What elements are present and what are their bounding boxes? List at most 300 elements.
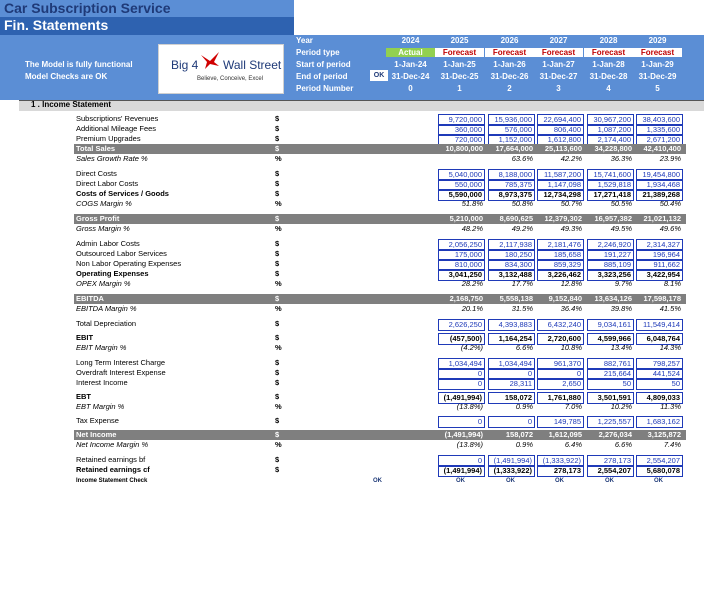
header-type-cell: Forecast [435,48,484,57]
value-cell[interactable]: 0 [488,416,535,428]
check-ok-cell: OK [654,478,663,484]
value-cell[interactable]: (1,333,922) [537,455,584,467]
table-row [0,294,709,304]
value-cell[interactable]: 175,000 [438,249,485,261]
table-row [0,358,709,368]
header-number-cell: 3 [556,84,561,93]
value-cell: 14.3% [659,343,681,352]
value-cell: 1,761,880 [537,392,584,404]
value-cell[interactable]: 2,246,920 [587,239,634,251]
row-label: Non Labor Operating Expenses [76,259,182,268]
value-cell[interactable]: 0 [488,368,535,380]
row-unit: % [275,402,282,411]
row-unit: $ [275,169,280,178]
header-end-cell: 31-Dec-27 [539,72,578,81]
value-cell: (1,333,922) [488,465,535,477]
value-cell[interactable]: 185,658 [537,249,584,261]
row-unit: $ [275,430,280,439]
row-label: Tax Expense [76,416,119,425]
table-row [0,249,709,259]
header-type-cell: Forecast [485,48,534,57]
app-subtitle: Fin. Statements [0,17,294,35]
value-cell: 39.8% [610,304,632,313]
value-cell[interactable]: 720,000 [438,134,485,146]
value-cell: 0.9% [515,402,533,411]
value-cell[interactable]: 882,761 [587,358,634,370]
value-cell[interactable]: (1,491,994) [488,455,535,467]
value-cell: 4,599,966 [587,333,634,345]
value-cell[interactable]: 2,117,938 [488,239,535,251]
value-cell[interactable]: 859,329 [537,259,584,271]
value-cell[interactable]: 4,393,883 [488,319,535,331]
value-cell[interactable]: 2,181,476 [537,239,584,251]
value-cell[interactable]: 1,147,098 [537,179,584,191]
value-cell[interactable]: 2,174,400 [587,134,634,146]
header-start-cell: 1-Jan-28 [592,60,625,69]
value-cell: (1,491,994) [438,392,485,404]
value-cell: 21,021,132 [643,214,681,223]
value-cell: 49.6% [659,224,681,233]
value-cell[interactable]: 2,650 [537,378,584,390]
table-row [0,392,709,402]
value-cell[interactable]: 6,432,240 [537,319,584,331]
value-cell[interactable]: 1,152,000 [488,134,535,146]
table-row [0,124,709,134]
section-header [19,100,704,111]
row-unit: $ [275,259,280,268]
header-year-cell: 2027 [549,36,568,45]
value-cell: 2,554,207 [587,465,634,477]
header-type-cell: Actual [386,48,435,57]
value-cell[interactable]: 1,335,600 [636,124,683,136]
value-cell[interactable]: 11,587,200 [537,169,584,181]
row-unit: % [275,279,282,288]
value-cell: 49.5% [610,224,632,233]
value-cell: 3,422,954 [636,269,683,281]
value-cell[interactable]: 180,250 [488,249,535,261]
table-row [0,259,709,269]
value-cell: 11.3% [660,402,681,411]
value-cell: (457,500) [438,333,485,345]
row-label: Gross Margin % [76,224,130,233]
value-cell: 63.6% [511,154,533,163]
value-cell: 0.9% [515,440,533,449]
value-cell: 7.4% [663,440,681,449]
value-cell: 2,720,600 [537,333,584,345]
value-cell[interactable]: 22,694,400 [537,114,584,126]
value-cell: 3,132,488 [488,269,535,281]
value-cell: 21,389,268 [636,189,683,201]
table-row [0,279,709,289]
value-cell[interactable]: 50 [587,378,634,390]
value-cell: 3,501,591 [587,392,634,404]
value-cell[interactable]: 196,964 [636,249,683,261]
value-cell: 7.0% [564,402,582,411]
check-row [0,476,709,486]
check-label: Income Statement Check [76,478,148,484]
value-cell: 31.5% [511,304,533,313]
header-start-cell: 1-Jan-24 [394,60,427,69]
row-unit: $ [275,134,280,143]
value-cell[interactable]: 11,549,414 [636,319,683,331]
table-row [0,343,709,353]
value-cell: 2,276,034 [598,430,632,439]
table-row [0,333,709,343]
value-cell[interactable]: 0 [438,416,485,428]
row-label: EBITDA Margin % [76,304,137,313]
value-cell[interactable]: 19,454,800 [636,169,683,181]
value-cell: 12,379,302 [544,214,582,223]
value-cell[interactable]: 5,040,000 [438,169,485,181]
row-unit: $ [275,358,280,367]
table-row [0,179,709,189]
value-cell[interactable]: 215,664 [587,368,634,380]
logo-text-left: Big 4 [171,58,199,72]
logo [158,44,284,94]
value-cell: 50.8% [511,199,533,208]
table-row [0,134,709,144]
check-ok-cell: OK [555,478,564,484]
value-cell[interactable]: 550,000 [438,179,485,191]
value-cell: 17,271,418 [587,189,634,201]
value-cell[interactable]: 2,554,207 [636,455,683,467]
row-label: OPEX Margin % [76,279,131,288]
value-cell: 34,228,800 [594,144,632,153]
value-cell: 17.7% [511,279,533,288]
row-unit: % [275,304,282,313]
value-cell[interactable]: 15,936,000 [488,114,535,126]
value-cell[interactable]: 0 [438,378,485,390]
row-label: Total Depreciation [76,319,137,328]
row-label: EBIT Margin % [76,343,127,352]
header-label: End of period [296,72,348,81]
value-cell[interactable]: 149,785 [537,416,584,428]
row-label: Subscriptions' Revenues [76,114,159,123]
value-cell[interactable]: 9,034,161 [587,319,634,331]
table-row [0,455,709,465]
value-cell[interactable]: 28,311 [488,378,535,390]
value-cell: 17,598,178 [643,294,681,303]
value-cell: 5,680,078 [636,465,683,477]
value-cell[interactable]: 278,173 [587,455,634,467]
value-cell[interactable]: 806,400 [537,124,584,136]
value-cell[interactable]: 38,403,600 [636,114,683,126]
header-start-cell: 1-Jan-29 [641,60,674,69]
row-label: Net Income Margin % [76,440,149,449]
header-end-cell: 31-Dec-24 [391,72,430,81]
value-cell: 10.8% [560,343,582,352]
value-cell: 10.2% [610,402,632,411]
row-unit: $ [275,124,280,133]
value-cell: 9,152,840 [548,294,582,303]
value-cell: 23.9% [659,154,681,163]
value-cell[interactable]: 441,524 [636,368,683,380]
table-row [0,169,709,179]
value-cell: 8.1% [663,279,681,288]
table-row [0,214,709,224]
row-unit: $ [275,416,280,425]
row-label: Costs of Services / Goods [76,189,169,198]
table-row [0,199,709,209]
value-cell[interactable]: 1,034,494 [438,358,485,370]
row-label: Sales Growth Rate % [76,154,148,163]
row-unit: $ [275,269,280,278]
value-cell[interactable]: 0 [438,455,485,467]
row-label: Direct Labor Costs [76,179,139,188]
header-year-cell: 2025 [450,36,469,45]
eagle-icon [199,49,221,71]
value-cell[interactable]: 885,109 [587,259,634,271]
dates-ok-badge: OK [370,70,388,81]
value-cell[interactable]: 8,188,000 [488,169,535,181]
value-cell[interactable]: 30,967,200 [587,114,634,126]
table-row [0,378,709,388]
model-status-line1: The Model is fully functional [25,60,133,69]
header-number-cell: 0 [408,84,413,93]
row-unit: $ [275,189,280,198]
value-cell: 16,957,382 [594,214,632,223]
value-cell[interactable]: 9,720,000 [438,114,485,126]
value-cell: (4.2%) [460,343,483,352]
row-label: Retained earnings cf [76,465,150,474]
section-title: 1 . Income Statement [31,100,112,109]
row-unit: $ [275,378,280,387]
value-cell[interactable]: 1,034,494 [488,358,535,370]
row-label: Net Income [76,430,117,439]
value-cell: 12,734,298 [537,189,584,201]
value-cell[interactable]: 911,662 [636,259,683,271]
row-label: EBT [76,392,91,401]
value-cell: 6.6% [614,440,632,449]
value-cell: 49.3% [560,224,582,233]
value-cell: 13.4% [610,343,632,352]
value-cell: 8,973,375 [488,189,535,201]
row-label: Direct Costs [76,169,117,178]
value-cell[interactable]: 0 [537,368,584,380]
row-label: Admin Labor Costs [76,239,140,248]
row-label: Retained earnings bf [76,455,146,464]
value-cell: 8,690,625 [499,214,533,223]
value-cell[interactable]: 2,626,250 [438,319,485,331]
row-label: Premium Upgrades [76,134,141,143]
table-row [0,114,709,124]
table-row [0,154,709,164]
value-cell: 278,173 [537,465,584,477]
header-label: Year [296,36,313,45]
table-row [0,440,709,450]
value-cell: 36.4% [560,304,582,313]
header-number-cell: 1 [457,84,462,93]
value-cell: 4,809,033 [636,392,683,404]
row-label: Gross Profit [76,214,120,223]
value-cell[interactable]: 2,314,327 [636,239,683,251]
row-unit: $ [275,294,280,303]
header-type-cell: Forecast [534,48,583,57]
value-cell[interactable]: 50 [636,378,683,390]
value-cell[interactable]: 15,741,600 [587,169,634,181]
value-cell[interactable]: 798,257 [636,358,683,370]
value-cell: 3,323,256 [587,269,634,281]
value-cell: (13.8%) [456,440,483,449]
value-cell: 48.2% [461,224,483,233]
value-cell: 17,664,000 [495,144,533,153]
value-cell: 20.1% [461,304,483,313]
header-year-cell: 2028 [599,36,618,45]
table-row [0,189,709,199]
row-label: EBITDA [76,294,104,303]
value-cell[interactable]: 1,612,800 [537,134,584,146]
row-unit: % [275,224,282,233]
row-unit: $ [275,455,280,464]
value-cell: 49.2% [511,224,533,233]
header-year-cell: 2026 [500,36,519,45]
row-label: Interest Income [76,378,128,387]
value-cell: 3,226,462 [537,269,584,281]
value-cell: 1,612,095 [548,430,582,439]
header-number-cell: 2 [507,84,512,93]
header-type-cell: Forecast [584,48,633,57]
value-cell: 158,072 [488,392,535,404]
value-cell[interactable]: 1,934,468 [636,179,683,191]
header-year-cell: 2024 [401,36,420,45]
header-start-cell: 1-Jan-25 [443,60,476,69]
header-start-cell: 1-Jan-26 [493,60,526,69]
header-end-cell: 31-Dec-28 [589,72,628,81]
header-type-cell: Forecast [633,48,682,57]
value-cell: 50.7% [560,199,582,208]
value-cell: 13,634,126 [594,294,632,303]
check-ok-cell: OK [373,478,382,484]
row-label: EBT Margin % [76,402,125,411]
row-label: COGS Margin % [76,199,132,208]
logo-tagline: Believe, Conceive, Excel [197,76,264,82]
row-unit: $ [275,333,280,342]
header-start-cell: 1-Jan-27 [542,60,575,69]
value-cell[interactable]: 785,375 [488,179,535,191]
row-unit: % [275,343,282,352]
table-row [0,402,709,412]
header-label: Period Number [296,84,354,93]
value-cell: 5,558,138 [499,294,533,303]
table-row [0,319,709,329]
row-unit: % [275,440,282,449]
header-number-cell: 4 [606,84,611,93]
row-unit: % [275,199,282,208]
app-title: Car Subscription Service [4,0,171,16]
row-unit: % [275,154,282,163]
header-end-cell: 31-Dec-26 [490,72,529,81]
row-unit: $ [275,465,280,474]
row-label: Additional Mileage Fees [76,124,157,133]
value-cell: 36.3% [610,154,632,163]
value-cell[interactable]: 576,000 [488,124,535,136]
value-cell: 6.4% [564,440,582,449]
table-row [0,304,709,314]
value-cell[interactable]: 961,370 [537,358,584,370]
row-label: EBIT [76,333,94,342]
value-cell[interactable]: 1,087,200 [587,124,634,136]
table-row [0,465,709,475]
value-cell: (1,491,994) [444,430,483,439]
value-cell: 1,164,254 [488,333,535,345]
value-cell: 3,125,872 [647,430,681,439]
value-cell: 51.8% [461,199,483,208]
value-cell: 6,048,764 [636,333,683,345]
row-unit: $ [275,114,280,123]
row-unit: $ [275,239,280,248]
header-end-cell: 31-Dec-25 [440,72,479,81]
row-unit: $ [275,392,280,401]
row-label: Outsourced Labor Services [76,249,167,258]
value-cell: 5,210,000 [449,214,483,223]
value-cell: 9.7% [614,279,632,288]
row-label: Total Sales [76,144,116,153]
value-cell[interactable]: 1,683,162 [636,416,683,428]
table-row [0,430,709,440]
value-cell[interactable]: 1,529,818 [587,179,634,191]
check-ok-cell: OK [605,478,614,484]
header-label: Start of period [296,60,351,69]
table-row [0,239,709,249]
value-cell[interactable]: 2,056,250 [438,239,485,251]
table-row [0,224,709,234]
check-ok-cell: OK [506,478,515,484]
row-label: Overdraft Interest Expense [76,368,166,377]
check-ok-cell: OK [456,478,465,484]
table-row [0,144,709,154]
value-cell: 42.2% [560,154,582,163]
value-cell[interactable]: 360,000 [438,124,485,136]
header-label: Period type [296,48,340,57]
value-cell: 41.5% [659,304,681,313]
value-cell[interactable]: 1,225,557 [587,416,634,428]
value-cell: 158,072 [505,430,533,439]
row-unit: $ [275,249,280,258]
value-cell[interactable]: 834,300 [488,259,535,271]
value-cell[interactable]: 810,000 [438,259,485,271]
value-cell: 50.5% [610,199,632,208]
value-cell: 2,168,750 [449,294,483,303]
value-cell: 25,113,600 [544,144,582,153]
value-cell: (1,491,994) [438,465,485,477]
value-cell: 42,410,400 [643,144,681,153]
value-cell[interactable]: 2,671,200 [636,134,683,146]
value-cell[interactable]: 191,227 [587,249,634,261]
header-number-cell: 5 [655,84,660,93]
row-label: Operating Expenses [76,269,149,278]
value-cell: 12.8% [560,279,582,288]
table-row [0,269,709,279]
value-cell: (13.8%) [456,402,483,411]
row-unit: $ [275,144,280,153]
value-cell: 10,800,000 [445,144,483,153]
header-end-cell: 31-Dec-29 [638,72,677,81]
row-unit: $ [275,319,280,328]
value-cell[interactable]: 0 [438,368,485,380]
row-label: Long Term Interest Charge [76,358,166,367]
row-unit: $ [275,368,280,377]
row-unit: $ [275,179,280,188]
value-cell: 5,590,000 [438,189,485,201]
value-cell: 50.4% [659,199,681,208]
row-unit: $ [275,214,280,223]
model-status-line2: Model Checks are OK [25,72,108,81]
value-cell: 6.6% [515,343,533,352]
logo-text-right: Wall Street [223,58,282,72]
table-row [0,416,709,426]
table-row [0,368,709,378]
value-cell: 28.2% [461,279,483,288]
